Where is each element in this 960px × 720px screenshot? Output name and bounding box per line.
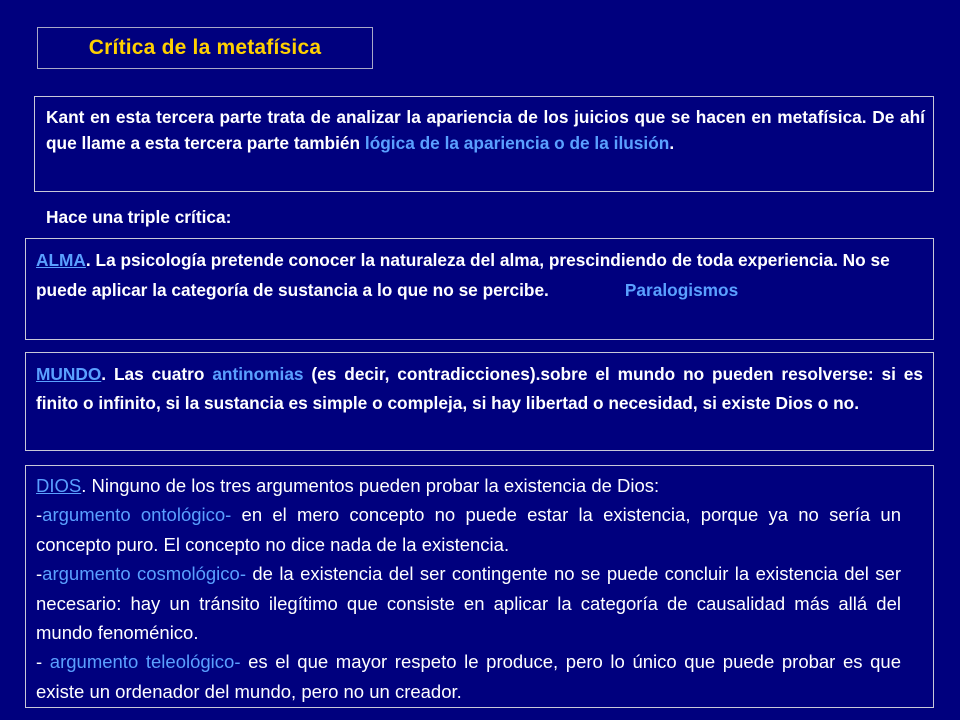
mundo-box: [25, 352, 934, 451]
intro-highlight: lógica de la apariencia o de la ilusión: [364, 133, 670, 153]
argument-teleologico: [36, 647, 901, 706]
argument-cosmologico: [36, 559, 901, 647]
argument-text: es el que mayor respeto le produce, pero lo único que puede probar es que existe un ordenador del mundo, pero no un creador.: [36, 651, 901, 702]
alma-highlight: Paralogismos: [624, 280, 739, 300]
dios-intro-line: [36, 471, 901, 500]
alma-box: [25, 238, 934, 340]
argument-text: en el mero concepto no puede estar la existencia, porque ya no sería un concepto puro. El concepto no dice nada de la existencia.: [36, 504, 901, 555]
intro-end: .: [669, 133, 675, 153]
intro-text: Kant en esta tercera parte trata de analizar la apariencia de los juicios que se hacen en metafísica. De ahí que llame a esta tercera parte también: [46, 107, 925, 153]
alma-text: . La psicología pretende conocer la naturaleza del alma, prescindiendo de toda experiencia. No se puede aplicar la categoría de sustancia a lo que no se percibe.: [36, 250, 890, 300]
argument-name: argumento ontológico-: [42, 504, 232, 526]
dios-box: [25, 465, 934, 708]
argument-prefix: -: [36, 563, 43, 585]
page-title: Crítica de la metafísica: [88, 36, 322, 59]
argument-name: argumento teleológico-: [49, 651, 241, 673]
alma-link[interactable]: ALMA: [36, 250, 86, 270]
argument-ontologico: [36, 500, 901, 559]
triple-critique-label: Hace una triple crítica:: [46, 207, 232, 227]
mundo-text-b: (es decir, contradicciones).sobre el mundo no pueden resolverse: si es finito o infinito, si la sustancia es simple o compleja, si hay libertad o necesidad, si existe Dios o no: [36, 364, 923, 413]
intro-box: [34, 96, 934, 192]
mundo-highlight: antinomias: [212, 364, 304, 384]
mundo-end: .: [854, 393, 860, 413]
mundo-link[interactable]: MUNDO: [36, 364, 102, 384]
argument-prefix: -: [36, 504, 43, 526]
argument-text: de la existencia del ser contingente no se puede concluir la existencia del ser necesario: hay un tránsito ilegítimo que consiste en aplicar la categoría de causalidad más allá del mundo fenoménico.: [36, 563, 901, 644]
title-box: [37, 27, 373, 69]
dios-intro: . Ninguno de los tres argumentos pueden probar la existencia de Dios:: [81, 475, 660, 496]
dios-link[interactable]: DIOS: [36, 475, 82, 496]
argument-name: argumento cosmológico-: [42, 563, 246, 585]
argument-prefix: -: [36, 651, 50, 673]
mundo-text-a: . Las cuatro: [101, 364, 213, 384]
